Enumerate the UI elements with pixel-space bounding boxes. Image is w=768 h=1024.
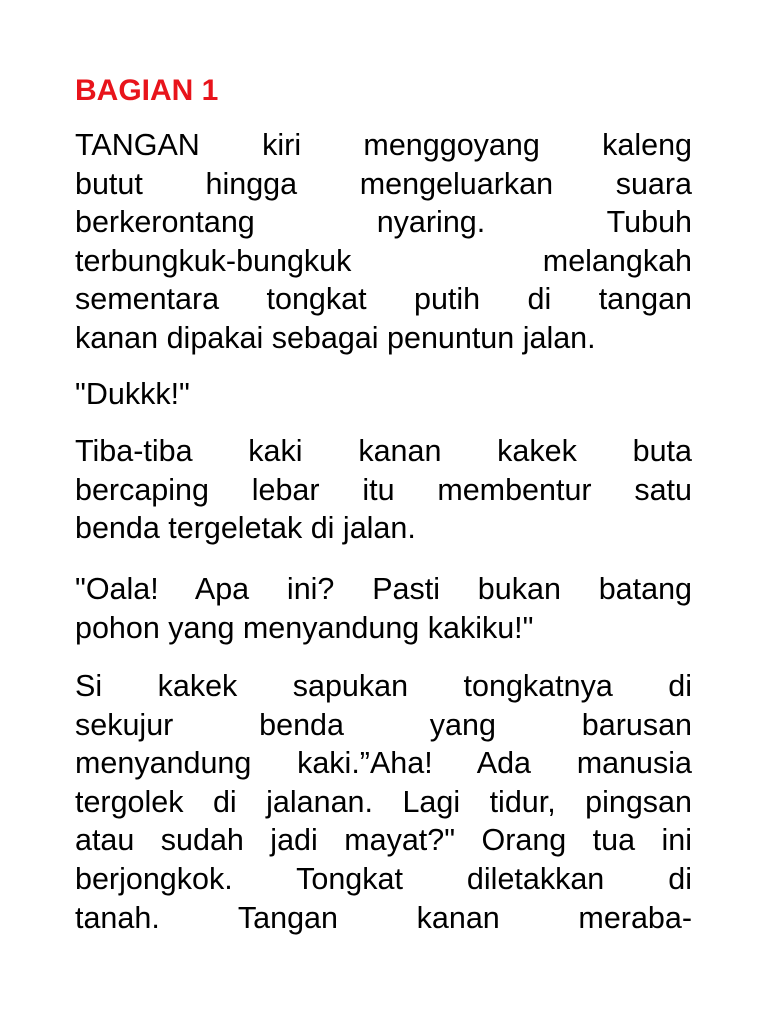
text-line: terbungkuk-bungkuk melangkah bbox=[75, 243, 692, 278]
paragraph-1 bbox=[75, 126, 692, 358]
text-line: sekujur benda yang barusan bbox=[75, 707, 692, 742]
paragraph-3 bbox=[75, 432, 692, 548]
text-line: tanah. Tangan kanan meraba- bbox=[75, 900, 692, 935]
text-line: berjongkok. Tongkat diletakkan di bbox=[75, 861, 692, 896]
text-line: sementara tongkat putih di tangan bbox=[75, 282, 692, 317]
text-line: bercaping lebar itu membentur satu bbox=[75, 472, 692, 507]
paragraph-4 bbox=[75, 570, 692, 647]
text-line: TANGAN kiri menggoyang kaleng bbox=[75, 128, 692, 162]
text-line: "Dukkk!" bbox=[75, 377, 190, 411]
text-line: tergolek di jalanan. Lagi tidur, pingsan bbox=[75, 784, 692, 819]
text-line: Si kakek sapukan tongkatnya di bbox=[75, 669, 692, 703]
text-line: berkerontang nyaring. Tubuh bbox=[75, 205, 692, 240]
text-line: "Oala! Apa ini? Pasti bukan batang bbox=[75, 572, 692, 606]
paragraph-2 bbox=[75, 375, 692, 414]
chapter-title: BAGIAN 1 bbox=[75, 74, 219, 107]
paragraph-5 bbox=[75, 667, 692, 937]
text-line: kanan dipakai sebagai penuntun jalan. bbox=[75, 320, 596, 355]
text-line: atau sudah jadi mayat?" Orang tua ini bbox=[75, 823, 692, 858]
text-line: menyandung kaki.”Aha! Ada manusia bbox=[75, 746, 692, 781]
text-line: Tiba-tiba kaki kanan kakek buta bbox=[75, 434, 692, 468]
text-line: benda tergeletak di jalan. bbox=[75, 511, 416, 546]
text-line: pohon yang menyandung kakiku!" bbox=[75, 610, 534, 645]
text-line: butut hingga mengeluarkan suara bbox=[75, 166, 692, 201]
